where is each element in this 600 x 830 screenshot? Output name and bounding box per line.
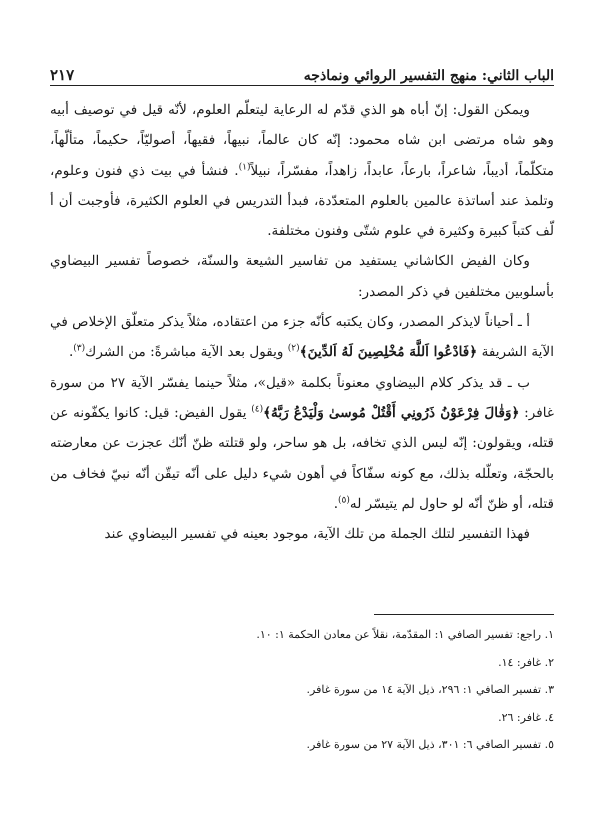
footnote-ref-5[interactable]: (٥)	[338, 495, 350, 506]
footnote-rule	[374, 614, 554, 615]
page-number: ٢١٧	[50, 66, 75, 84]
quran-verse-2: ﴿وَقٰالَ فِرْعَوْنُ ذَرُونِي أَقْتُلْ مُوسىٰ وَلْيَدْعُ رَبَّهُ﴾	[263, 404, 520, 421]
footnote-1: ١. راجع: تفسير الصافي ١: المقدّمة، نقلاً عن معادن الحكمة ١: ١٠.	[256, 628, 554, 641]
footnote-5: ٥. تفسير الصافي ٦: ٣٠١، ذيل الآية ٢٧ من سورة غافر.	[306, 738, 554, 751]
footnote-ref-4[interactable]: (٤)	[251, 404, 264, 415]
footnote-ref-3[interactable]: (٣)	[73, 343, 86, 354]
paragraph-3: أ ـ أحياناً لايذكر المصدر، وكان يكتبه كأنّه جزء من اعتقاده، مثلاً يذكر متعلّق الإخلاص في الآية الشريفة ﴿فَادْعُوا اَللَّهَ مُخْلِصِينَ لَهُ اَلدِّينَ﴾$^{(٢)}$ ويقول بعد الآية مباشرةً: من الشرك$^{(٣)}$.	[50, 314, 554, 361]
footnotes	[50, 621, 554, 759]
paragraph-2: وكان الفيض الكاشاني يستفيد من تفاسير الشيعة والسنّة، خصوصاً تفسير البيضاوي بأسلوبين مختلفين في ذكر المصدر:	[50, 253, 554, 300]
paragraph-4: ب ـ قد يذكر كلام البيضاوي معنوناً بكلمة «قيل»، مثلاً حينما يفسّر الآية ٢٧ من سورة غافر: ﴿وَقٰالَ فِرْعَوْنُ ذَرُونِي أَقْتُلْ مُوسىٰ وَلْيَدْعُ رَبَّهُ﴾$^{(٤)}$ يقول الفيض: قيل: كانوا يكفّونه عن قتله، ويقولون: إنّه ليس الذي تخافه، بل هو ساحر، ولو قتلته ظنّ أنّك عجزت عن معارضته بالحجّة، وتعلّله بذلك، مع كونه سفّاكاً في أهون شيء دليل على أنّه تيقّن أنّه نبيّ فخاف من قتله، أو ظنّ أنّه لو حاول لم يتيسّر له$^{(٥)}$.	[50, 374, 554, 512]
footnote-ref-2[interactable]: (٢)	[287, 343, 300, 354]
header-rule	[50, 85, 554, 86]
footnote-3: ٣. تفسير الصافي ١: ٢٩٦، ذيل الآية ١٤ من سورة غافر.	[306, 683, 554, 696]
paragraph-1: ويمكن القول: إنّ أباه هو الذي قدّم له الرعاية ليتعلّم العلوم، لأنّه قيل في توصيف أبيه وهو شاه مرتضى ابن شاه محمود: إنّه كان عالماً، نبيهاً، فقيهاً، أصوليّاً، حكيماً، متألّهاً، متكلّماً، أديباً، شاعراً، بارعاً، عابداً، زاهداً، مفسّراً، نبيلاً$^{(١)}$. فنشأ في بيت ذي فنون وعلوم، وتلمذ عند أساتذة عالمين بالعلوم المتعدّدة، فبدأ التدريس في العلوم الكثيرة، فأوجبت أن أ لّف كتباً كبيرة وكثيرة في علوم شتّى وفنون مختلفة.	[50, 102, 554, 240]
body-text	[50, 95, 554, 549]
running-header	[50, 58, 554, 84]
header-title: الباب الثاني: منهج التفسير الروائي ونماذجه	[303, 68, 554, 84]
paragraph-5: فهذا التفسير لتلك الجملة من تلك الآية، موجود بعينه في تفسير البيضاوي عند	[104, 526, 530, 543]
footnote-ref-1[interactable]: (١)	[238, 162, 251, 173]
quran-verse-1: ﴿فَادْعُوا اَللَّهَ مُخْلِصِينَ لَهُ اَلدِّينَ﴾	[299, 344, 478, 361]
footnote-4: ٤. غافر: ٢٦.	[498, 710, 554, 724]
footnote-2: ٢. غافر: ١٤.	[498, 655, 554, 669]
